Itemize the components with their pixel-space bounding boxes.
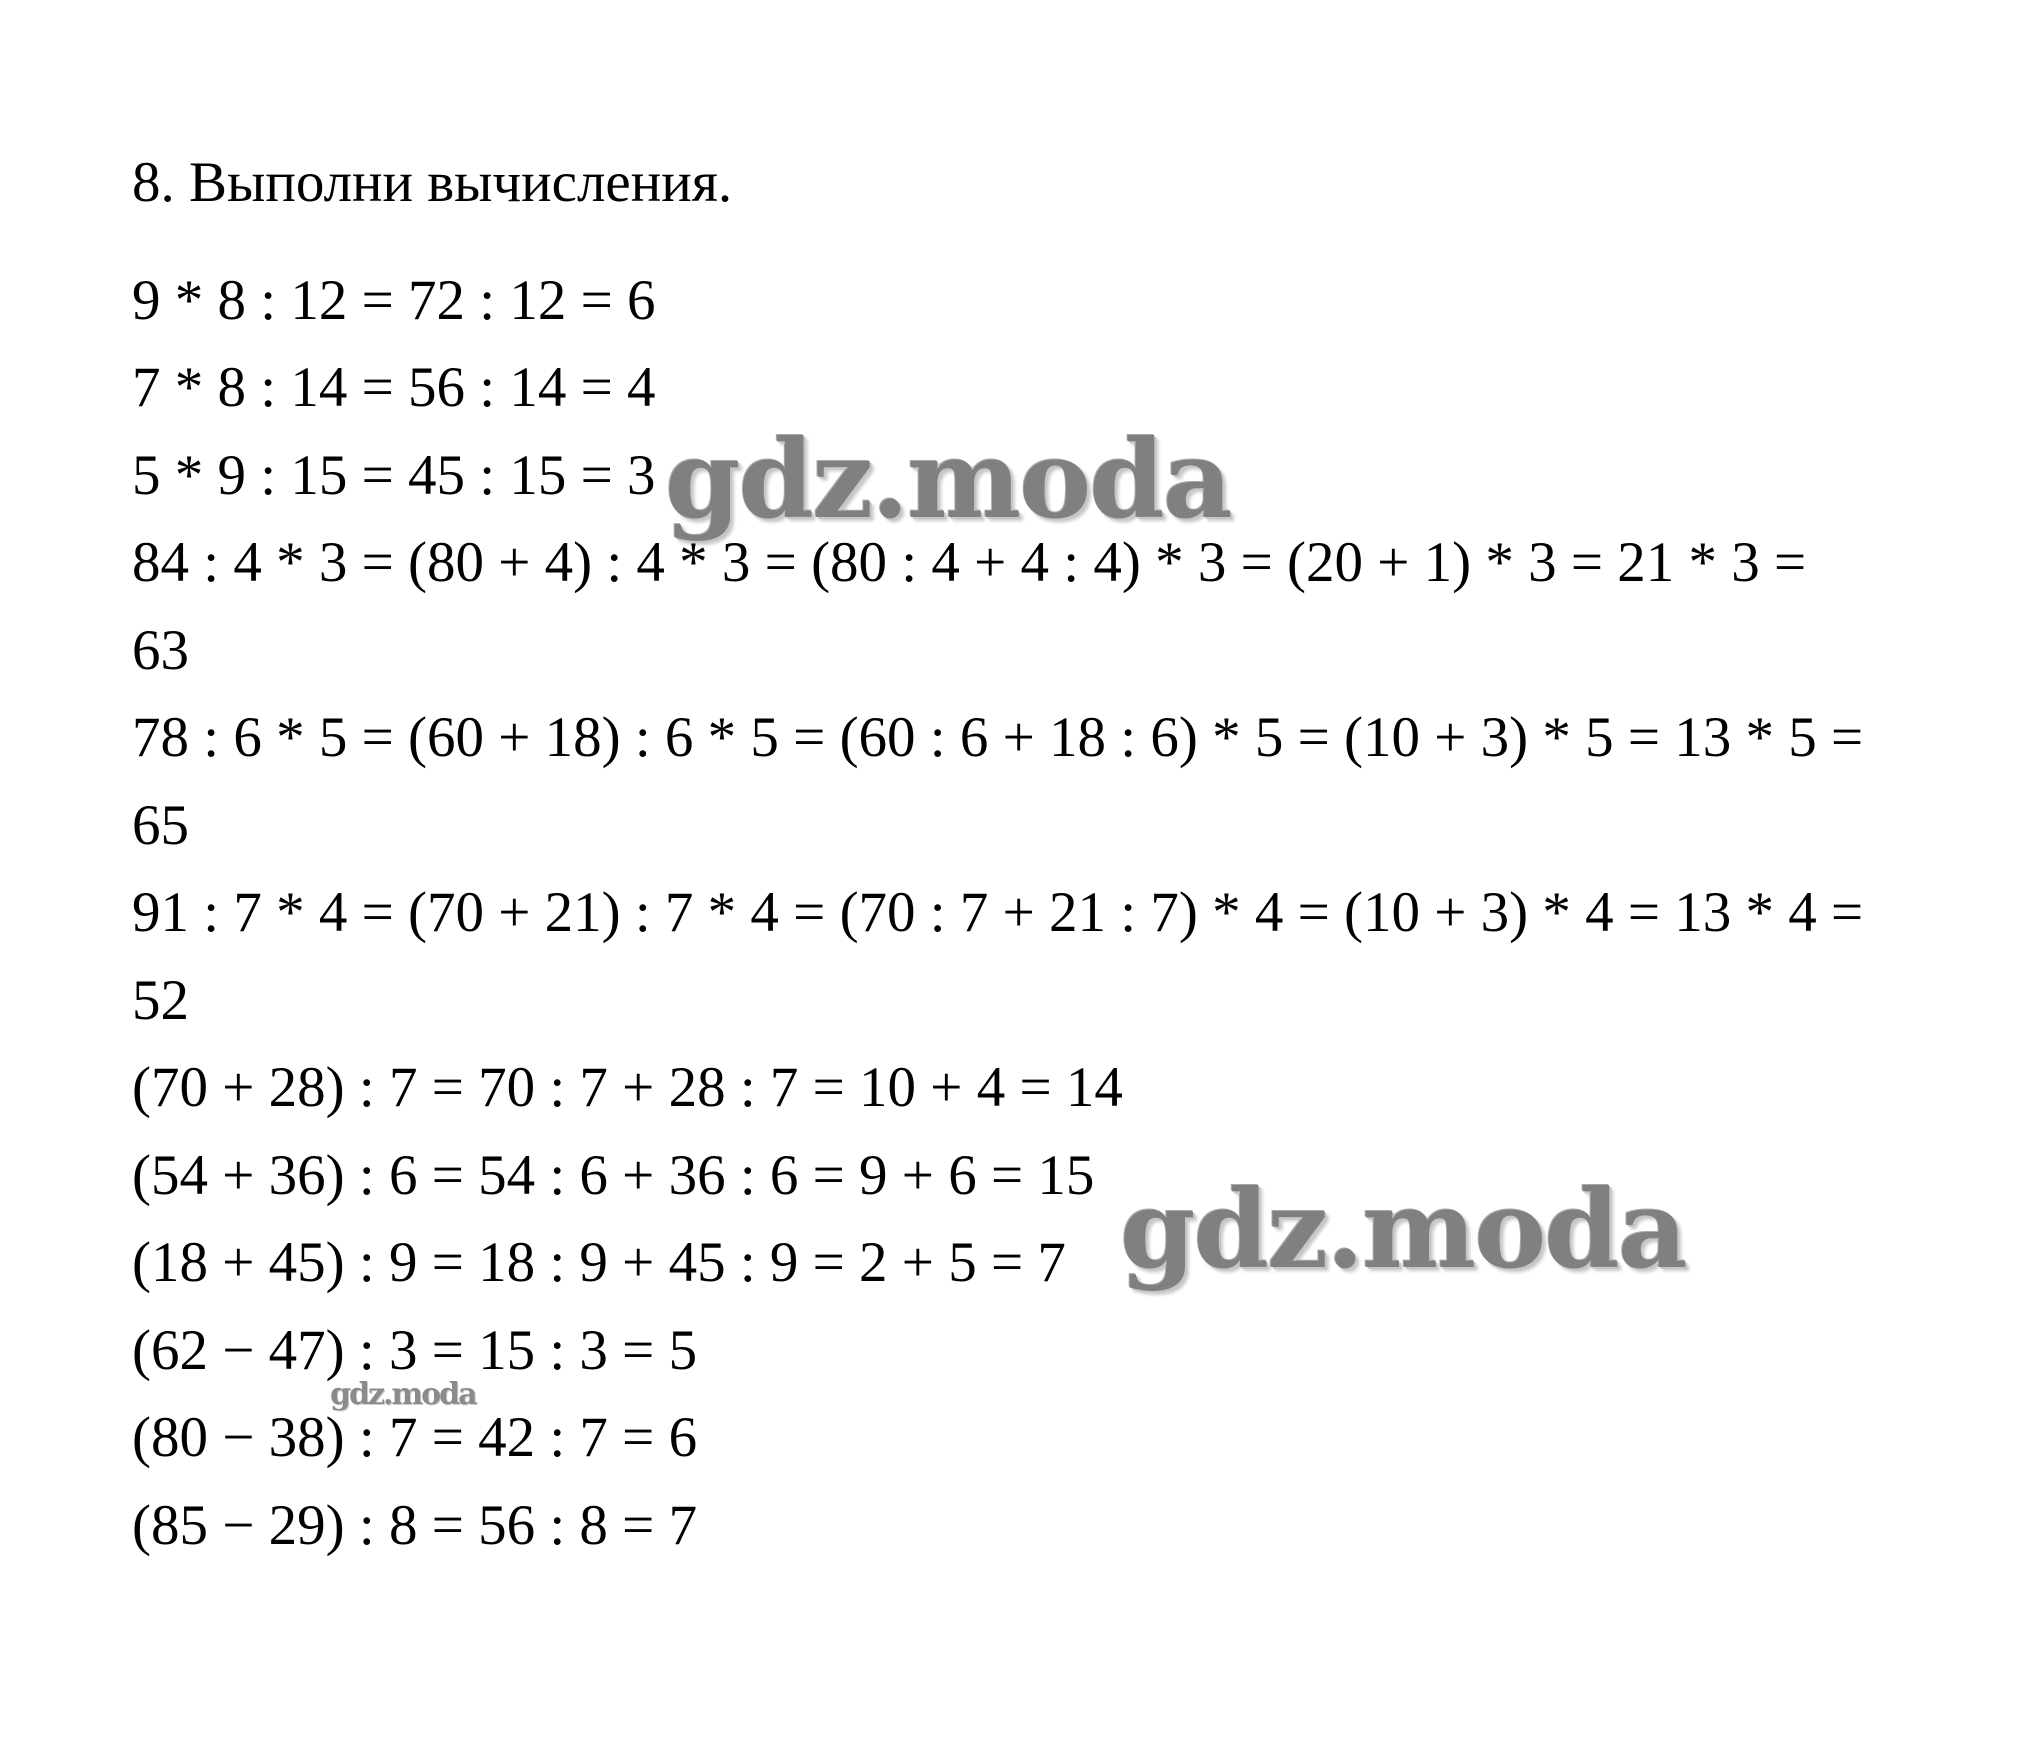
watermark: gdz.moda [330, 1377, 476, 1412]
watermark: gdz.moda [665, 417, 1231, 543]
calculation-line: 65 [132, 794, 189, 857]
calculation-line: 9 * 8 : 12 = 72 : 12 = 6 [132, 269, 656, 332]
calculation-line: 52 [132, 969, 189, 1032]
calculation-line: (85 − 29) : 8 = 56 : 8 = 7 [132, 1494, 698, 1557]
calculation-line: (70 + 28) : 7 = 70 : 7 + 28 : 7 = 10 + 4 = 14 [132, 1056, 1123, 1119]
calculation-line: 78 : 6 * 5 = (60 + 18) : 6 * 5 = (60 : 6 + 18 : 6) * 5 = (10 + 3) * 5 = 13 * 5 = [132, 706, 1864, 769]
calculation-line: 7 * 8 : 14 = 56 : 14 = 4 [132, 356, 656, 419]
calculation-line: 91 : 7 * 4 = (70 + 21) : 7 * 4 = (70 : 7 + 21 : 7) * 4 = (10 + 3) * 4 = 13 * 4 = [132, 881, 1864, 944]
calculation-line: 63 [132, 619, 189, 682]
calculation-line: 84 : 4 * 3 = (80 + 4) : 4 * 3 = (80 : 4 + 4 : 4) * 3 = (20 + 1) * 3 = 21 * 3 = [132, 531, 1807, 594]
calculation-line: (62 − 47) : 3 = 15 : 3 = 5 [132, 1319, 698, 1382]
calculation-line: (80 − 38) : 7 = 42 : 7 = 6 [132, 1406, 698, 1469]
watermark: gdz.moda [1120, 1167, 1686, 1293]
calculation-line: (18 + 45) : 9 = 18 : 9 + 45 : 9 = 2 + 5 = 7 [132, 1231, 1066, 1294]
exercise-title: 8. Выполни вычисления. [132, 151, 733, 214]
calculation-line: (54 + 36) : 6 = 54 : 6 + 36 : 6 = 9 + 6 = 15 [132, 1144, 1095, 1207]
calculation-line: 5 * 9 : 15 = 45 : 15 = 3 [132, 444, 656, 507]
